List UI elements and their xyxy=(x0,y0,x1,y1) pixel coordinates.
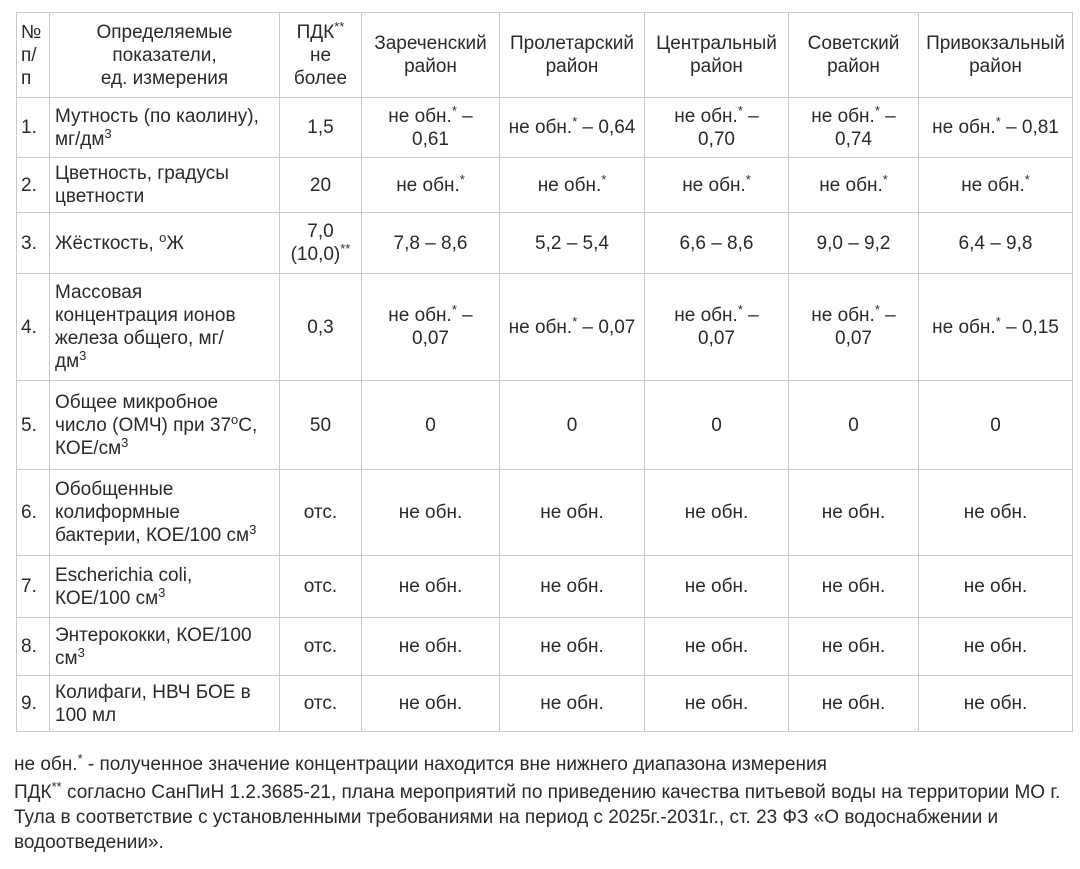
footnote-1-text: - полученное значение концентрации находится вне нижнего диапазона измерения xyxy=(82,754,827,775)
indicator-sup: 3 xyxy=(249,522,257,537)
value-zarechensky xyxy=(362,98,500,158)
value-text: 0 xyxy=(711,414,722,436)
value-privokzalny xyxy=(919,556,1073,618)
value-text: не обн. xyxy=(684,693,749,714)
value-privokzalny xyxy=(919,158,1073,213)
value-zarechensky xyxy=(362,618,500,676)
row-pdk xyxy=(280,213,362,274)
row-indicator xyxy=(50,213,280,274)
value-centralny xyxy=(645,158,789,213)
value-sup: * xyxy=(451,102,457,118)
value-sup: * xyxy=(874,102,880,118)
value-text: 9,0 – 9,2 xyxy=(816,232,891,254)
value-zarechensky xyxy=(362,470,500,556)
indicator-text: Escherichia coli, КОЕ/100 см xyxy=(55,564,193,609)
indicator-sup: 3 xyxy=(158,584,166,600)
value-sovetsky xyxy=(789,213,919,274)
row-number: 2. xyxy=(17,158,50,213)
value-text: 6,4 – 9,8 xyxy=(958,232,1033,254)
header-district-centralny: Центральный район xyxy=(645,13,789,98)
footnote-2-term: ПДК xyxy=(14,782,52,803)
value-text: не обн. xyxy=(540,576,604,597)
indicator-text: Мутность (по каолину), мг/дм xyxy=(55,105,259,150)
row-pdk xyxy=(280,676,362,732)
indicator-sup: 3 xyxy=(79,348,87,363)
table-row xyxy=(17,98,1073,158)
value-centralny xyxy=(645,381,789,470)
table-row xyxy=(17,213,1073,274)
value-text: 0 xyxy=(848,414,859,436)
value-sup: * xyxy=(737,102,743,118)
value-text: не обн. xyxy=(811,305,875,326)
row-indicator xyxy=(50,274,280,381)
value-text: не обн. xyxy=(398,502,463,523)
value-proletarsky xyxy=(500,158,645,213)
footnotes xyxy=(14,752,1074,855)
value-centralny xyxy=(645,618,789,676)
row-pdk xyxy=(280,618,362,676)
value-text: не обн. xyxy=(398,636,463,657)
pdk-value: отс. xyxy=(303,576,338,597)
header-num: № п/ п xyxy=(17,13,50,98)
value-range: – 0,70 xyxy=(698,105,759,150)
footnote-1-sup: * xyxy=(77,751,83,766)
value-range: – 0,15 xyxy=(1000,316,1059,338)
value-sup: * xyxy=(1024,171,1030,187)
value-text: не обн. xyxy=(540,693,604,714)
value-sovetsky xyxy=(789,676,919,732)
value-proletarsky xyxy=(500,676,645,732)
value-text: не обн. xyxy=(819,174,883,196)
value-sup: * xyxy=(745,171,751,187)
indicator-text: Обобщенные колиформные бактерии, КОЕ/100 см xyxy=(55,479,250,546)
header-district-privokzalny: Привокзальный район xyxy=(919,13,1073,98)
indicator-text: Колифаги, НВЧ БОЕ в 100 мл xyxy=(55,681,251,726)
table-row xyxy=(17,470,1073,556)
value-centralny xyxy=(645,676,789,732)
value-text: не обн. xyxy=(963,636,1028,657)
indicator-text: Массовая концентрация ионов железа общего, мг/ дм xyxy=(55,282,236,372)
value-privokzalny xyxy=(919,274,1073,381)
value-text: не обн. xyxy=(540,636,604,657)
value-text: не обн. xyxy=(961,174,1025,196)
row-number: 3. xyxy=(17,213,50,274)
value-range: – 0,07 xyxy=(698,305,759,349)
header-pdk-sup: ** xyxy=(334,18,345,34)
value-text: не обн. xyxy=(811,105,875,127)
row-pdk xyxy=(280,274,362,381)
value-sup: * xyxy=(737,302,743,317)
value-text: не обн. xyxy=(396,174,460,196)
header-district-zarechensky: Зареченский район xyxy=(362,13,500,98)
value-range: – 0,81 xyxy=(1000,117,1059,138)
value-text: не обн. xyxy=(684,502,749,523)
pdk-value: 0,3 xyxy=(307,316,334,338)
row-number: 7. xyxy=(17,556,50,618)
value-text: не обн. xyxy=(540,502,604,523)
value-text: не обн. xyxy=(674,305,738,326)
row-indicator xyxy=(50,381,280,470)
value-text: не обн. xyxy=(932,117,996,138)
value-privokzalny xyxy=(919,676,1073,732)
row-indicator xyxy=(50,556,280,618)
row-number: 9. xyxy=(17,676,50,732)
value-text: не обн. xyxy=(932,316,996,338)
row-pdk xyxy=(280,98,362,158)
row-pdk xyxy=(280,381,362,470)
value-text: не обн. xyxy=(388,305,452,326)
value-zarechensky xyxy=(362,213,500,274)
footnote-not-detected xyxy=(14,752,1074,777)
value-text: не обн. xyxy=(537,174,602,196)
pdk-value: отс. xyxy=(303,636,338,657)
value-range: – 0,07 xyxy=(412,305,473,349)
value-centralny xyxy=(645,213,789,274)
value-zarechensky xyxy=(362,381,500,470)
value-sup: * xyxy=(572,313,578,329)
table-row xyxy=(17,158,1073,213)
value-zarechensky xyxy=(362,158,500,213)
indicator-text: Общее микробное число (ОМЧ) при 37 xyxy=(55,391,232,436)
row-pdk xyxy=(280,158,362,213)
value-zarechensky xyxy=(362,676,500,732)
header-district-proletarsky: Пролетарский район xyxy=(500,13,645,98)
indicator-text: Жёсткость, xyxy=(55,232,160,254)
footnote-2-text: согласно СанПиН 1.2.3685-21, плана мероприятий по приведению качества питьевой воды на территории МО г. Тула в соответствие с установленными требованиями на период с 2025г.-2031г., ст. 23 ФЗ «О водоснабжении и водоотведении». xyxy=(14,782,1061,853)
value-text: 6,6 – 8,6 xyxy=(679,232,754,254)
pdk-value: 50 xyxy=(309,414,332,436)
value-text: не обн. xyxy=(388,105,452,127)
value-centralny xyxy=(645,274,789,381)
indicator-sup-2: 3 xyxy=(121,434,129,450)
indicator-sup: о xyxy=(159,229,167,245)
indicator-text: Энтерококки, КОЕ/100 см xyxy=(55,624,252,669)
value-proletarsky xyxy=(500,274,645,381)
value-privokzalny xyxy=(919,618,1073,676)
value-text: 5,2 – 5,4 xyxy=(535,232,609,254)
header-pdk xyxy=(280,13,362,98)
row-indicator xyxy=(50,618,280,676)
value-sovetsky xyxy=(789,158,919,213)
value-range: – 0,64 xyxy=(577,117,636,138)
header-pdk-label: ПДК xyxy=(296,21,335,43)
footnote-pdk xyxy=(14,780,1074,855)
value-privokzalny xyxy=(919,381,1073,470)
pdk-sup: ** xyxy=(340,241,351,256)
value-text: не обн. xyxy=(508,117,573,138)
row-pdk xyxy=(280,470,362,556)
value-proletarsky xyxy=(500,381,645,470)
value-text: 7,8 – 8,6 xyxy=(393,232,468,254)
value-text: не обн. xyxy=(684,576,749,597)
header-district-sovetsky: Советский район xyxy=(789,13,919,98)
pdk-value: 1,5 xyxy=(307,117,334,138)
value-text: 0 xyxy=(566,414,578,436)
value-text: не обн. xyxy=(674,105,738,127)
pdk-value: отс. xyxy=(303,502,338,523)
pdk-value: 7,0 (10,0) xyxy=(290,221,341,265)
value-sup: * xyxy=(601,171,607,187)
value-sovetsky xyxy=(789,381,919,470)
value-text: не обн. xyxy=(821,502,886,523)
row-indicator xyxy=(50,470,280,556)
value-sovetsky xyxy=(789,556,919,618)
value-sup: * xyxy=(874,302,880,317)
value-centralny xyxy=(645,556,789,618)
footnote-1-term: не обн. xyxy=(14,754,78,775)
value-text: не обн. xyxy=(682,174,746,196)
row-indicator xyxy=(50,158,280,213)
value-centralny xyxy=(645,98,789,158)
row-number: 6. xyxy=(17,470,50,556)
value-proletarsky xyxy=(500,213,645,274)
value-sup: * xyxy=(995,114,1001,129)
value-privokzalny xyxy=(919,470,1073,556)
row-number: 8. xyxy=(17,618,50,676)
value-proletarsky xyxy=(500,98,645,158)
value-proletarsky xyxy=(500,556,645,618)
value-range: – 0,61 xyxy=(412,105,473,150)
value-sovetsky xyxy=(789,470,919,556)
water-quality-table xyxy=(16,12,1073,732)
indicator-text: Цветность, градусы цветности xyxy=(55,163,229,207)
value-text: не обн. xyxy=(508,316,573,338)
indicator-sup: 3 xyxy=(77,644,85,660)
table-row xyxy=(17,676,1073,732)
value-sup: * xyxy=(995,313,1001,329)
value-proletarsky xyxy=(500,618,645,676)
value-sup: * xyxy=(882,171,888,187)
value-proletarsky xyxy=(500,470,645,556)
value-privokzalny xyxy=(919,98,1073,158)
value-sup: * xyxy=(572,114,578,129)
indicator-sup: о xyxy=(231,411,239,427)
value-sup: * xyxy=(459,171,465,187)
indicator-sup: 3 xyxy=(104,125,112,141)
row-indicator xyxy=(50,98,280,158)
value-sovetsky xyxy=(789,98,919,158)
value-sovetsky xyxy=(789,618,919,676)
value-sup: * xyxy=(451,302,457,317)
value-text: не обн. xyxy=(963,693,1028,714)
value-text: не обн. xyxy=(398,693,463,714)
table-body xyxy=(17,98,1073,732)
header-pdk-rest: не более xyxy=(293,44,348,89)
value-text: 0 xyxy=(425,414,436,436)
row-number: 1. xyxy=(17,98,50,158)
row-indicator xyxy=(50,676,280,732)
footnote-2-sup: ** xyxy=(51,779,62,794)
row-pdk xyxy=(280,556,362,618)
value-privokzalny xyxy=(919,213,1073,274)
value-text: не обн. xyxy=(821,693,886,714)
value-range: – 0,74 xyxy=(835,105,896,150)
pdk-value: 20 xyxy=(309,174,332,196)
row-number: 5. xyxy=(17,381,50,470)
header-row xyxy=(17,13,1073,98)
row-number: 4. xyxy=(17,274,50,381)
value-text: не обн. xyxy=(684,636,749,657)
value-text: 0 xyxy=(990,414,1001,436)
pdk-value: отс. xyxy=(303,693,338,714)
value-text: не обн. xyxy=(963,576,1028,597)
value-text: не обн. xyxy=(821,576,886,597)
table-row xyxy=(17,274,1073,381)
header-indicator: Определяемые показатели, ед. измерения xyxy=(50,13,280,98)
water-quality-table-container xyxy=(16,12,1072,732)
value-range: – 0,07 xyxy=(835,305,896,349)
table-row xyxy=(17,381,1073,470)
value-text: не обн. xyxy=(821,636,886,657)
value-text: не обн. xyxy=(398,576,463,597)
value-zarechensky xyxy=(362,556,500,618)
value-text: не обн. xyxy=(963,502,1028,523)
indicator-text-cont: С, КОЕ/см xyxy=(55,414,258,459)
table-row xyxy=(17,618,1073,676)
value-range: – 0,07 xyxy=(577,316,636,338)
value-sovetsky xyxy=(789,274,919,381)
value-zarechensky xyxy=(362,274,500,381)
value-centralny xyxy=(645,470,789,556)
indicator-text-cont: Ж xyxy=(166,232,184,254)
table-row xyxy=(17,556,1073,618)
